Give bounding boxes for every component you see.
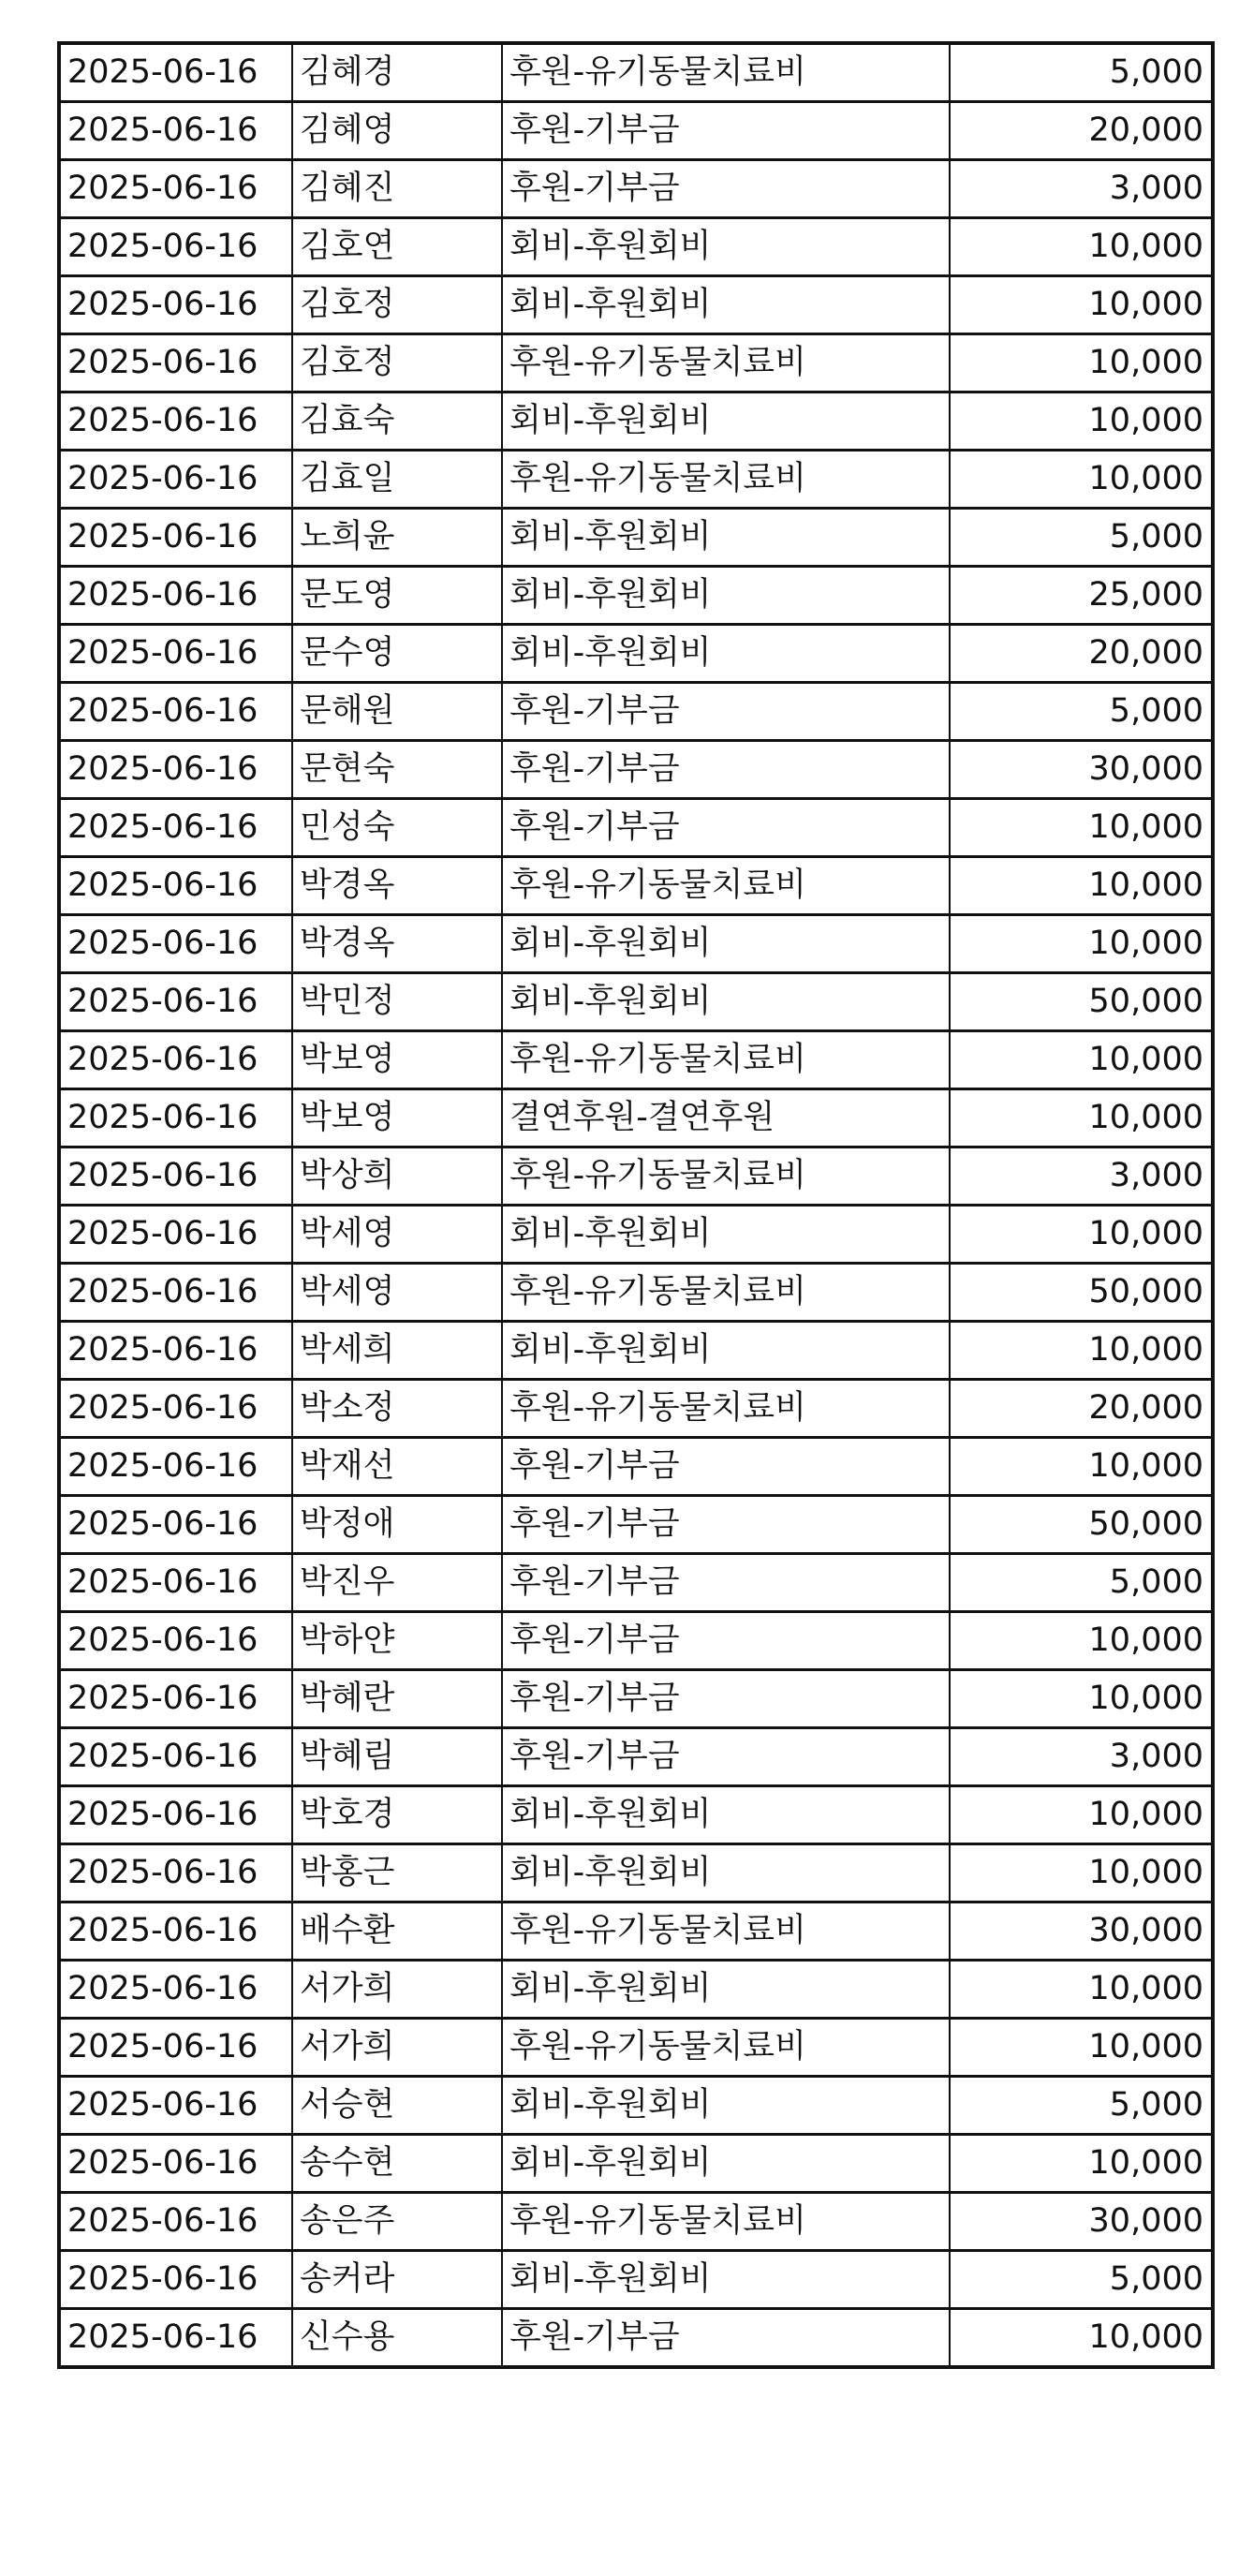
date-cell: 2025-06-16	[59, 1554, 292, 1612]
date-cell: 2025-06-16	[59, 2193, 292, 2251]
amount-cell: 10,000	[950, 218, 1213, 276]
category-cell: 후원-기부금	[502, 1728, 950, 1786]
date-cell: 2025-06-16	[59, 276, 292, 334]
date-cell: 2025-06-16	[59, 2251, 292, 2309]
table-row	[59, 1438, 1213, 1496]
date-cell: 2025-06-16	[59, 915, 292, 973]
date-cell: 2025-06-16	[59, 2309, 292, 2368]
table-row	[59, 102, 1213, 160]
table-row	[59, 43, 1213, 102]
table-row	[59, 1147, 1213, 1206]
amount-cell: 10,000	[950, 857, 1213, 915]
table-row	[59, 799, 1213, 857]
date-cell: 2025-06-16	[59, 1322, 292, 1380]
amount-cell: 5,000	[950, 2077, 1213, 2135]
table-row	[59, 2193, 1213, 2251]
name-cell: 박보영	[292, 1089, 502, 1147]
date-cell: 2025-06-16	[59, 1264, 292, 1322]
amount-cell: 10,000	[950, 2309, 1213, 2368]
category-cell: 회비-후원회비	[502, 276, 950, 334]
category-cell: 회비-후원회비	[502, 567, 950, 625]
category-cell: 후원-유기동물치료비	[502, 334, 950, 392]
name-cell: 박혜림	[292, 1728, 502, 1786]
table-row	[59, 1206, 1213, 1264]
date-cell: 2025-06-16	[59, 160, 292, 218]
category-cell: 회비-후원회비	[502, 509, 950, 567]
amount-cell: 10,000	[950, 2135, 1213, 2193]
table-row	[59, 1031, 1213, 1089]
table-row	[59, 1670, 1213, 1728]
amount-cell: 10,000	[950, 1786, 1213, 1844]
category-cell: 회비-후원회비	[502, 392, 950, 451]
name-cell: 서가희	[292, 2019, 502, 2077]
amount-cell: 25,000	[950, 567, 1213, 625]
table-row	[59, 1844, 1213, 1902]
name-cell: 김호정	[292, 276, 502, 334]
date-cell: 2025-06-16	[59, 1031, 292, 1089]
table-row	[59, 1264, 1213, 1322]
date-cell: 2025-06-16	[59, 625, 292, 683]
table-row	[59, 1089, 1213, 1147]
name-cell: 문도영	[292, 567, 502, 625]
ledger-body	[59, 43, 1213, 2367]
category-cell: 후원-기부금	[502, 1554, 950, 1612]
name-cell: 박경옥	[292, 857, 502, 915]
amount-cell: 10,000	[950, 915, 1213, 973]
name-cell: 박보영	[292, 1031, 502, 1089]
name-cell: 신수용	[292, 2309, 502, 2368]
name-cell: 박소정	[292, 1380, 502, 1438]
amount-cell: 10,000	[950, 1961, 1213, 2019]
amount-cell: 10,000	[950, 1438, 1213, 1496]
amount-cell: 3,000	[950, 160, 1213, 218]
date-cell: 2025-06-16	[59, 1147, 292, 1206]
amount-cell: 10,000	[950, 1089, 1213, 1147]
category-cell: 후원-유기동물치료비	[502, 857, 950, 915]
table-row	[59, 2019, 1213, 2077]
name-cell: 김혜영	[292, 102, 502, 160]
amount-cell: 50,000	[950, 1496, 1213, 1554]
date-cell: 2025-06-16	[59, 683, 292, 741]
name-cell: 서승현	[292, 2077, 502, 2135]
table-row	[59, 973, 1213, 1031]
name-cell: 김혜경	[292, 43, 502, 102]
category-cell: 후원-유기동물치료비	[502, 1147, 950, 1206]
category-cell: 후원-기부금	[502, 799, 950, 857]
amount-cell: 10,000	[950, 1322, 1213, 1380]
category-cell: 회비-후원회비	[502, 1206, 950, 1264]
category-cell: 회비-후원회비	[502, 1961, 950, 2019]
category-cell: 후원-유기동물치료비	[502, 451, 950, 509]
amount-cell: 5,000	[950, 1554, 1213, 1612]
category-cell: 후원-기부금	[502, 160, 950, 218]
name-cell: 김혜진	[292, 160, 502, 218]
category-cell: 후원-유기동물치료비	[502, 2019, 950, 2077]
amount-cell: 30,000	[950, 2193, 1213, 2251]
table-row	[59, 567, 1213, 625]
amount-cell: 3,000	[950, 1147, 1213, 1206]
name-cell: 박하얀	[292, 1612, 502, 1670]
amount-cell: 50,000	[950, 973, 1213, 1031]
table-row	[59, 1496, 1213, 1554]
category-cell: 후원-기부금	[502, 2309, 950, 2368]
date-cell: 2025-06-16	[59, 1380, 292, 1438]
date-cell: 2025-06-16	[59, 218, 292, 276]
amount-cell: 3,000	[950, 1728, 1213, 1786]
date-cell: 2025-06-16	[59, 2077, 292, 2135]
table-row	[59, 2251, 1213, 2309]
name-cell: 김호연	[292, 218, 502, 276]
category-cell: 후원-유기동물치료비	[502, 1902, 950, 1961]
name-cell: 노희윤	[292, 509, 502, 567]
table-row	[59, 741, 1213, 799]
amount-cell: 10,000	[950, 1844, 1213, 1902]
amount-cell: 10,000	[950, 1612, 1213, 1670]
name-cell: 문수영	[292, 625, 502, 683]
date-cell: 2025-06-16	[59, 102, 292, 160]
date-cell: 2025-06-16	[59, 799, 292, 857]
name-cell: 문해원	[292, 683, 502, 741]
table-row	[59, 451, 1213, 509]
date-cell: 2025-06-16	[59, 509, 292, 567]
name-cell: 박진우	[292, 1554, 502, 1612]
name-cell: 김효일	[292, 451, 502, 509]
table-row	[59, 1380, 1213, 1438]
date-cell: 2025-06-16	[59, 857, 292, 915]
table-row	[59, 1612, 1213, 1670]
category-cell: 후원-유기동물치료비	[502, 1264, 950, 1322]
table-row	[59, 1728, 1213, 1786]
date-cell: 2025-06-16	[59, 1728, 292, 1786]
amount-cell: 50,000	[950, 1264, 1213, 1322]
date-cell: 2025-06-16	[59, 1089, 292, 1147]
name-cell: 박홍근	[292, 1844, 502, 1902]
table-row	[59, 276, 1213, 334]
name-cell: 김효숙	[292, 392, 502, 451]
table-row	[59, 1961, 1213, 2019]
amount-cell: 10,000	[950, 451, 1213, 509]
date-cell: 2025-06-16	[59, 973, 292, 1031]
name-cell: 송커라	[292, 2251, 502, 2309]
table-row	[59, 2135, 1213, 2193]
category-cell: 회비-후원회비	[502, 1786, 950, 1844]
table-row	[59, 1786, 1213, 1844]
table-row	[59, 334, 1213, 392]
category-cell: 회비-후원회비	[502, 2077, 950, 2135]
name-cell: 박민정	[292, 973, 502, 1031]
date-cell: 2025-06-16	[59, 1670, 292, 1728]
date-cell: 2025-06-16	[59, 1961, 292, 2019]
category-cell: 후원-기부금	[502, 741, 950, 799]
table-row	[59, 2077, 1213, 2135]
name-cell: 송수현	[292, 2135, 502, 2193]
date-cell: 2025-06-16	[59, 741, 292, 799]
category-cell: 후원-유기동물치료비	[502, 2193, 950, 2251]
amount-cell: 10,000	[950, 392, 1213, 451]
table-row	[59, 625, 1213, 683]
date-cell: 2025-06-16	[59, 1844, 292, 1902]
name-cell: 문현숙	[292, 741, 502, 799]
category-cell: 회비-후원회비	[502, 218, 950, 276]
date-cell: 2025-06-16	[59, 567, 292, 625]
table-row	[59, 915, 1213, 973]
table-row	[59, 392, 1213, 451]
category-cell: 후원-기부금	[502, 1438, 950, 1496]
category-cell: 회비-후원회비	[502, 915, 950, 973]
category-cell: 후원-기부금	[502, 683, 950, 741]
amount-cell: 10,000	[950, 276, 1213, 334]
amount-cell: 10,000	[950, 1206, 1213, 1264]
amount-cell: 5,000	[950, 43, 1213, 102]
amount-cell: 5,000	[950, 509, 1213, 567]
amount-cell: 10,000	[950, 334, 1213, 392]
category-cell: 후원-유기동물치료비	[502, 1380, 950, 1438]
date-cell: 2025-06-16	[59, 1206, 292, 1264]
date-cell: 2025-06-16	[59, 1496, 292, 1554]
category-cell: 회비-후원회비	[502, 625, 950, 683]
name-cell: 박재선	[292, 1438, 502, 1496]
amount-cell: 10,000	[950, 2019, 1213, 2077]
category-cell: 후원-기부금	[502, 1612, 950, 1670]
table-row	[59, 160, 1213, 218]
table-row	[59, 1902, 1213, 1961]
date-cell: 2025-06-16	[59, 1438, 292, 1496]
name-cell: 박호경	[292, 1786, 502, 1844]
date-cell: 2025-06-16	[59, 451, 292, 509]
table-row	[59, 218, 1213, 276]
table-row	[59, 857, 1213, 915]
category-cell: 회비-후원회비	[502, 2251, 950, 2309]
amount-cell: 5,000	[950, 2251, 1213, 2309]
category-cell: 회비-후원회비	[502, 2135, 950, 2193]
category-cell: 회비-후원회비	[502, 973, 950, 1031]
table-row	[59, 509, 1213, 567]
table-row	[59, 1554, 1213, 1612]
date-cell: 2025-06-16	[59, 392, 292, 451]
category-cell: 회비-후원회비	[502, 1322, 950, 1380]
amount-cell: 30,000	[950, 1902, 1213, 1961]
name-cell: 민성숙	[292, 799, 502, 857]
date-cell: 2025-06-16	[59, 334, 292, 392]
amount-cell: 20,000	[950, 102, 1213, 160]
name-cell: 박정애	[292, 1496, 502, 1554]
donation-ledger-table	[57, 41, 1215, 2369]
category-cell: 회비-후원회비	[502, 1844, 950, 1902]
name-cell: 박세영	[292, 1264, 502, 1322]
name-cell: 박세영	[292, 1206, 502, 1264]
amount-cell: 20,000	[950, 625, 1213, 683]
date-cell: 2025-06-16	[59, 2019, 292, 2077]
date-cell: 2025-06-16	[59, 2135, 292, 2193]
name-cell: 박혜란	[292, 1670, 502, 1728]
amount-cell: 10,000	[950, 1670, 1213, 1728]
table-row	[59, 683, 1213, 741]
date-cell: 2025-06-16	[59, 43, 292, 102]
date-cell: 2025-06-16	[59, 1902, 292, 1961]
date-cell: 2025-06-16	[59, 1786, 292, 1844]
table-row	[59, 2309, 1213, 2368]
table-row	[59, 1322, 1213, 1380]
name-cell: 박세희	[292, 1322, 502, 1380]
name-cell: 서가희	[292, 1961, 502, 2019]
name-cell: 박상희	[292, 1147, 502, 1206]
name-cell: 송은주	[292, 2193, 502, 2251]
date-cell: 2025-06-16	[59, 1612, 292, 1670]
category-cell: 후원-기부금	[502, 102, 950, 160]
name-cell: 박경옥	[292, 915, 502, 973]
amount-cell: 10,000	[950, 1031, 1213, 1089]
category-cell: 결연후원-결연후원	[502, 1089, 950, 1147]
category-cell: 후원-기부금	[502, 1496, 950, 1554]
amount-cell: 20,000	[950, 1380, 1213, 1438]
category-cell: 후원-유기동물치료비	[502, 1031, 950, 1089]
amount-cell: 10,000	[950, 799, 1213, 857]
amount-cell: 5,000	[950, 683, 1213, 741]
name-cell: 김호정	[292, 334, 502, 392]
amount-cell: 30,000	[950, 741, 1213, 799]
name-cell: 배수환	[292, 1902, 502, 1961]
category-cell: 후원-유기동물치료비	[502, 43, 950, 102]
category-cell: 후원-기부금	[502, 1670, 950, 1728]
